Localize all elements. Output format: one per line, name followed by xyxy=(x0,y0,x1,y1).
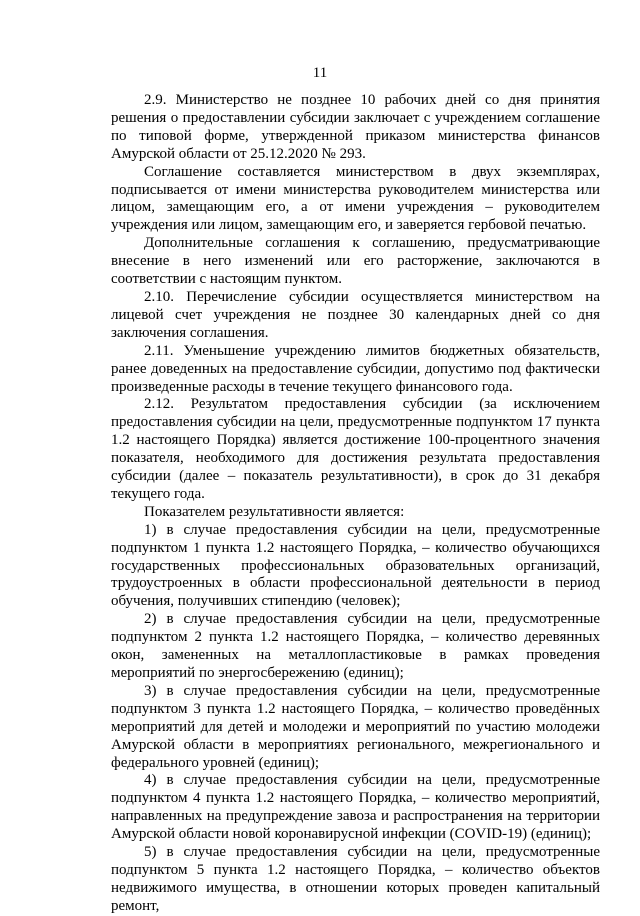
list-item-4: 4) в случае предоставления субсидии на цели, предусмотренные подпунктом 4 пункта 1.2 настоящего Порядка, – количество мероприятий, направленных на предупреждение завоза и распространения на территории Амурской области новой коронавирусной инфекции (COVID-19) (единиц); xyxy=(111,772,600,843)
document-body xyxy=(111,92,600,916)
paragraph-2-11: 2.11. Уменьшение учреждению лимитов бюджетных обязательств, ранее доведенных на предоставление субсидии, допустимо под фактически произведенные расходы в течение текущего финансового года. xyxy=(111,342,600,395)
list-item-1: 1) в случае предоставления субсидии на цели, предусмотренные подпунктом 1 пункта 1.2 настоящего Порядка, – количество обучающихся государственных профессиональных образовательных организаций, трудоустроенных в области профессиональной деятельности в период обучения, получивших стипендию (человек); xyxy=(111,521,600,610)
list-item-5: 5) в случае предоставления субсидии на цели, предусмотренные подпунктом 5 пункта 1.2 настоящего Порядка, – количество объектов недвижимого имущества, в отношении которых проведен капитальный ремонт, xyxy=(111,844,600,914)
paragraph-agreement: Соглашение составляется министерством в двух экземплярах, подписывается от имени министерства руководителем министерства или лицом, замещающим его, а от имени учреждения – руководителем учреждения или лицом, замещающим его, и заверяется гербовой печатью. xyxy=(111,163,600,234)
paragraph-2-12: 2.12. Результатом предоставления субсидии (за исключением предоставления субсидии на цели, предусмотренные подпунктом 17 пункта 1.2 настоящего Порядка) является достижение 100-процентного значения показателя, необходимого для достижения результата предоставления субсидии (далее – показатель результативности), в срок до 31 декабря текущего года. xyxy=(111,396,600,502)
paragraph-additional-agreements: Дополнительные соглашения к соглашению, предусматривающие внесение в него изменений или его расторжение, заключаются в соответствии с настоящим пунктом. xyxy=(111,235,600,288)
list-item-3: 3) в случае предоставления субсидии на цели, предусмотренные подпунктом 3 пункта 1.2 настоящего Порядка, – количество проведённых мероприятий для детей и молодежи и мероприятий по участию молодежи Амурской области в мероприятиях регионального, межрегионального и федерального уровней (единиц); xyxy=(111,682,600,771)
paragraph-indicator-intro: Показателем результативности является: xyxy=(144,503,405,520)
paragraph-2-9: 2.9. Министерство не позднее 10 рабочих дней со дня принятия решения о предоставлении субсидии заключает с учреждением соглашение по типовой форме, утвержденной приказом министерства финансов Амурской области от 25.12.2020 № 293. xyxy=(111,92,600,162)
list-item-2: 2) в случае предоставления субсидии на цели, предусмотренные подпунктом 2 пункта 1.2 настоящего Порядка, – количество деревянных окон, замененных на металлопластиковые в рамках проведения мероприятий по энергосбережению (единиц); xyxy=(111,611,600,681)
page-number: 11 xyxy=(312,65,328,81)
paragraph-2-10: 2.10. Перечисление субсидии осуществляется министерством на лицевой счет учреждения не позднее 30 календарных дней со дня заключения соглашения. xyxy=(111,288,600,341)
